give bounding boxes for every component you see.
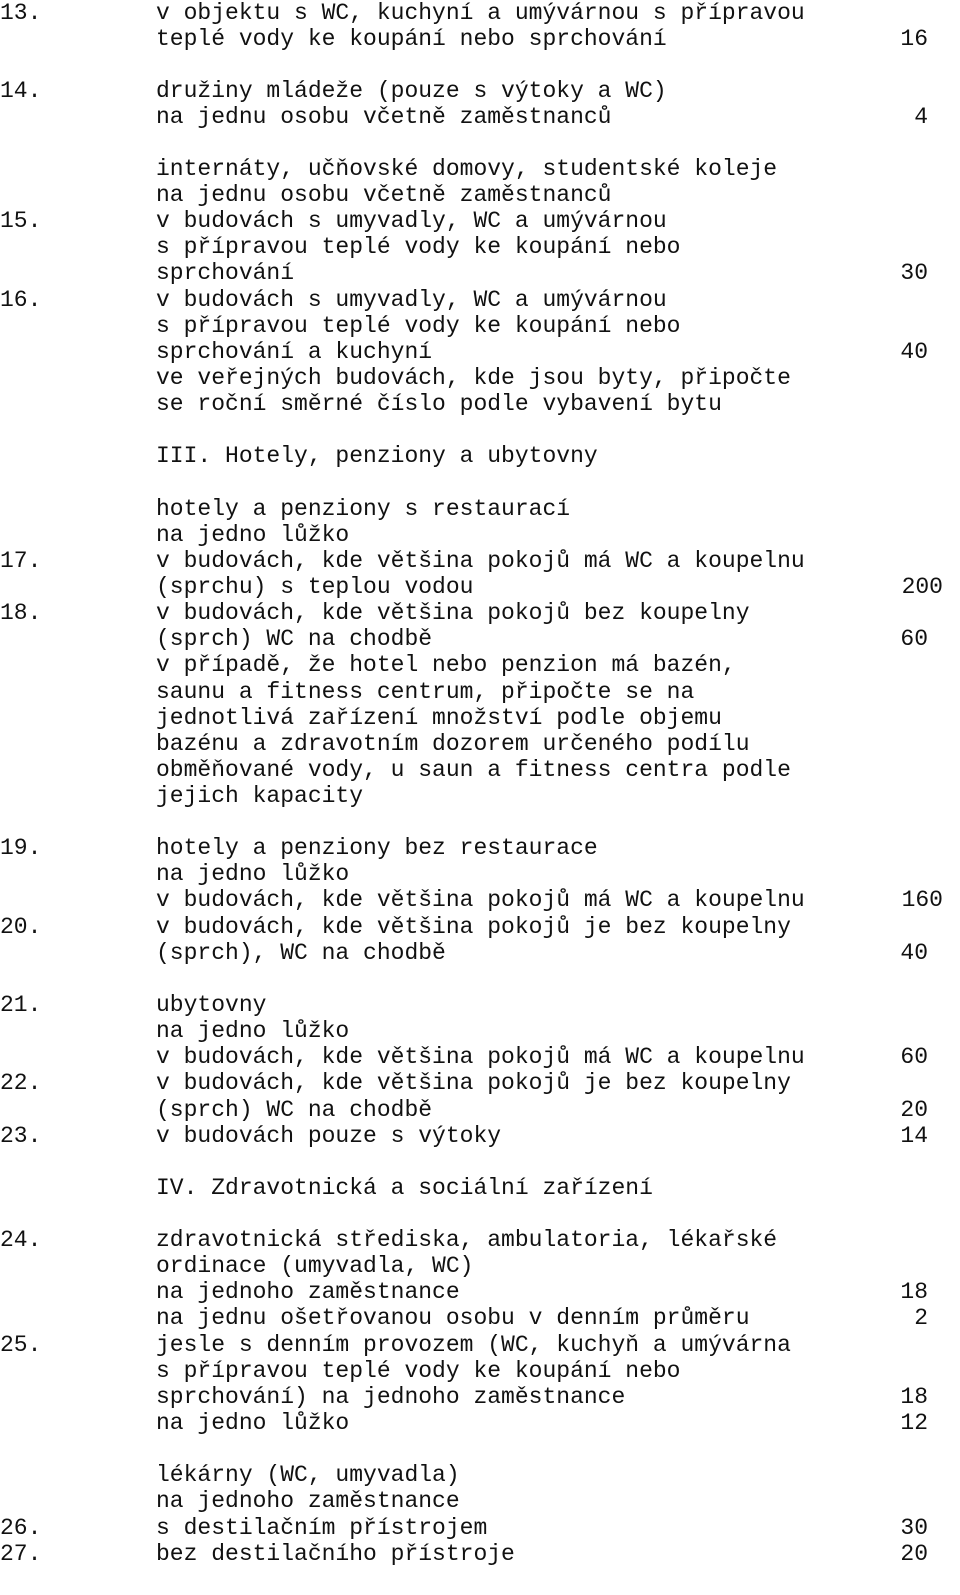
item-value: 160 (901, 887, 943, 913)
item-text: internáty, učňovské domovy, studentské koleje (156, 156, 778, 182)
text-line (0, 1410, 960, 1436)
item-text: s přípravou teplé vody ke koupání nebo (156, 234, 681, 260)
text-line (0, 26, 960, 52)
item-text: bazénu a zdravotním dozorem určeného podílu (156, 731, 750, 757)
item-number: 19. (0, 835, 42, 861)
item-row-24 (0, 1227, 960, 1253)
text-line (0, 313, 960, 339)
item-value: 2 (914, 1305, 928, 1331)
text-line (0, 1044, 960, 1070)
text-line (0, 679, 960, 705)
item-text: v objektu s WC, kuchyní a umývárnou s přípravou (156, 0, 805, 26)
item-text: na jednu osobu včetně zaměstnanců (156, 182, 612, 208)
item-value: 16 (900, 26, 928, 52)
item-text: lékárny (WC, umyvadla) (156, 1462, 460, 1488)
item-text: bez destilačního přístroje (156, 1541, 515, 1567)
item-value: 4 (914, 104, 928, 130)
item-number: 25. (0, 1332, 42, 1358)
item-text: sprchování (156, 260, 295, 286)
item-text: hotely a penziony s restaurací (156, 496, 571, 522)
text-line (0, 234, 960, 260)
item-text: saunu a fitness centrum, připočte se na (156, 679, 695, 705)
item-text: jesle s denním provozem (WC, kuchyň a umývárna (156, 1332, 791, 1358)
item-value: 30 (900, 1515, 928, 1541)
text-line (0, 182, 960, 208)
item-text: na jednoho zaměstnance (156, 1279, 460, 1305)
item-value: 20 (900, 1541, 928, 1567)
item-row-26 (0, 1515, 960, 1541)
item-number: 13. (0, 0, 42, 26)
item-value: 12 (900, 1410, 928, 1436)
text-line (0, 496, 960, 522)
text-line (0, 339, 960, 365)
item-text: jejich kapacity (156, 783, 364, 809)
item-text: v budovách, kde většina pokojů bez koupelny (156, 600, 750, 626)
item-text: hotely a penziony bez restaurace (156, 835, 598, 861)
item-text: s destilačním přístrojem (156, 1515, 488, 1541)
item-number: 18. (0, 600, 42, 626)
text-line (0, 391, 960, 417)
item-row-13 (0, 0, 960, 26)
item-text: (sprch) WC na chodbě (156, 626, 433, 652)
text-line (0, 1384, 960, 1410)
item-value: 60 (900, 626, 928, 652)
item-number: 24. (0, 1227, 42, 1253)
item-text: teplé vody ke koupání nebo sprchování (156, 26, 667, 52)
item-value: 60 (900, 1044, 928, 1070)
text-line (0, 940, 960, 966)
item-row-21 (0, 992, 960, 1018)
item-value: 40 (900, 940, 928, 966)
text-line (0, 626, 960, 652)
item-row-14 (0, 78, 960, 104)
item-row-22 (0, 1070, 960, 1096)
item-number: 17. (0, 548, 42, 574)
text-line (0, 104, 960, 130)
text-line (0, 260, 960, 286)
item-text: (sprch) WC na chodbě (156, 1097, 433, 1123)
item-text: zdravotnická střediska, ambulatoria, lékařské (156, 1227, 778, 1253)
item-text: v budovách, kde většina pokojů má WC a koupelnu (156, 548, 805, 574)
item-text: na jedno lůžko (156, 861, 350, 887)
item-text: v případě, že hotel nebo penzion má bazén, (156, 652, 736, 678)
text-line (0, 1018, 960, 1044)
text-line (0, 783, 960, 809)
item-number: 27. (0, 1541, 42, 1567)
text-line (0, 731, 960, 757)
item-number: 22. (0, 1070, 42, 1096)
item-value: 20 (900, 1097, 928, 1123)
item-text: v budovách, kde většina pokojů je bez koupelny (156, 914, 791, 940)
item-value: 18 (900, 1384, 928, 1410)
text-line (0, 365, 960, 391)
item-text: v budovách pouze s výtoky (156, 1123, 502, 1149)
text-line (0, 757, 960, 783)
text-line (0, 861, 960, 887)
text-line (0, 522, 960, 548)
item-number: 14. (0, 78, 42, 104)
text-line (0, 1175, 960, 1201)
item-value: 14 (900, 1123, 928, 1149)
item-text: (sprch), WC na chodbě (156, 940, 446, 966)
item-text: s přípravou teplé vody ke koupání nebo (156, 1358, 681, 1384)
item-number: 23. (0, 1123, 42, 1149)
item-number: 15. (0, 208, 42, 234)
item-text: v budovách s umyvadly, WC a umývárnou (156, 287, 667, 313)
item-row-23 (0, 1123, 960, 1149)
item-text: s přípravou teplé vody ke koupání nebo (156, 313, 681, 339)
text-line (0, 887, 960, 913)
text-line (0, 443, 960, 469)
item-text: III. Hotely, penziony a ubytovny (156, 443, 598, 469)
text-line (0, 1279, 960, 1305)
item-text: na jednu ošetřovanou osobu v denním průměru (156, 1305, 750, 1331)
item-row-17 (0, 548, 960, 574)
item-row-20 (0, 914, 960, 940)
item-value: 200 (901, 574, 943, 600)
item-text: v budovách, kde většina pokojů má WC a koupelnu (156, 887, 805, 913)
text-line (0, 1488, 960, 1514)
item-text: na jedno lůžko (156, 1410, 350, 1436)
text-line (0, 705, 960, 731)
item-number: 20. (0, 914, 42, 940)
item-text: na jednu osobu včetně zaměstnanců (156, 104, 612, 130)
item-value: 40 (900, 339, 928, 365)
text-line (0, 156, 960, 182)
item-value: 30 (900, 260, 928, 286)
item-row-25 (0, 1332, 960, 1358)
item-text: ve veřejných budovách, kde jsou byty, připočte (156, 365, 791, 391)
item-text: ordinace (umyvadla, WC) (156, 1253, 474, 1279)
item-row-19 (0, 835, 960, 861)
text-line (0, 574, 960, 600)
item-row-15 (0, 208, 960, 234)
text-line (0, 652, 960, 678)
item-text: se roční směrné číslo podle vybavení bytu (156, 391, 722, 417)
item-text: družiny mládeže (pouze s výtoky a WC) (156, 78, 667, 104)
item-text: v budovách, kde většina pokojů má WC a koupelnu (156, 1044, 805, 1070)
item-row-27 (0, 1541, 960, 1567)
text-line (0, 1305, 960, 1331)
text-line (0, 1358, 960, 1384)
text-line (0, 1253, 960, 1279)
item-text: v budovách, kde většina pokojů je bez koupelny (156, 1070, 791, 1096)
item-value: 18 (900, 1279, 928, 1305)
item-number: 21. (0, 992, 42, 1018)
item-text: IV. Zdravotnická a sociální zařízení (156, 1175, 653, 1201)
item-text: na jednoho zaměstnance (156, 1488, 460, 1514)
item-text: (sprchu) s teplou vodou (156, 574, 474, 600)
item-text: v budovách s umyvadly, WC a umývárnou (156, 208, 667, 234)
item-text: na jedno lůžko (156, 522, 350, 548)
text-line (0, 1462, 960, 1488)
item-text: sprchování) na jednoho zaměstnance (156, 1384, 626, 1410)
item-text: sprchování a kuchyní (156, 339, 433, 365)
item-number: 26. (0, 1515, 42, 1541)
item-row-18 (0, 600, 960, 626)
item-row-16 (0, 287, 960, 313)
item-text: ubytovny (156, 992, 267, 1018)
item-text: jednotlivá zařízení množství podle objemu (156, 705, 722, 731)
item-text: obměňované vody, u saun a fitness centra podle (156, 757, 791, 783)
item-number: 16. (0, 287, 42, 313)
item-text: na jedno lůžko (156, 1018, 350, 1044)
text-line (0, 1097, 960, 1123)
